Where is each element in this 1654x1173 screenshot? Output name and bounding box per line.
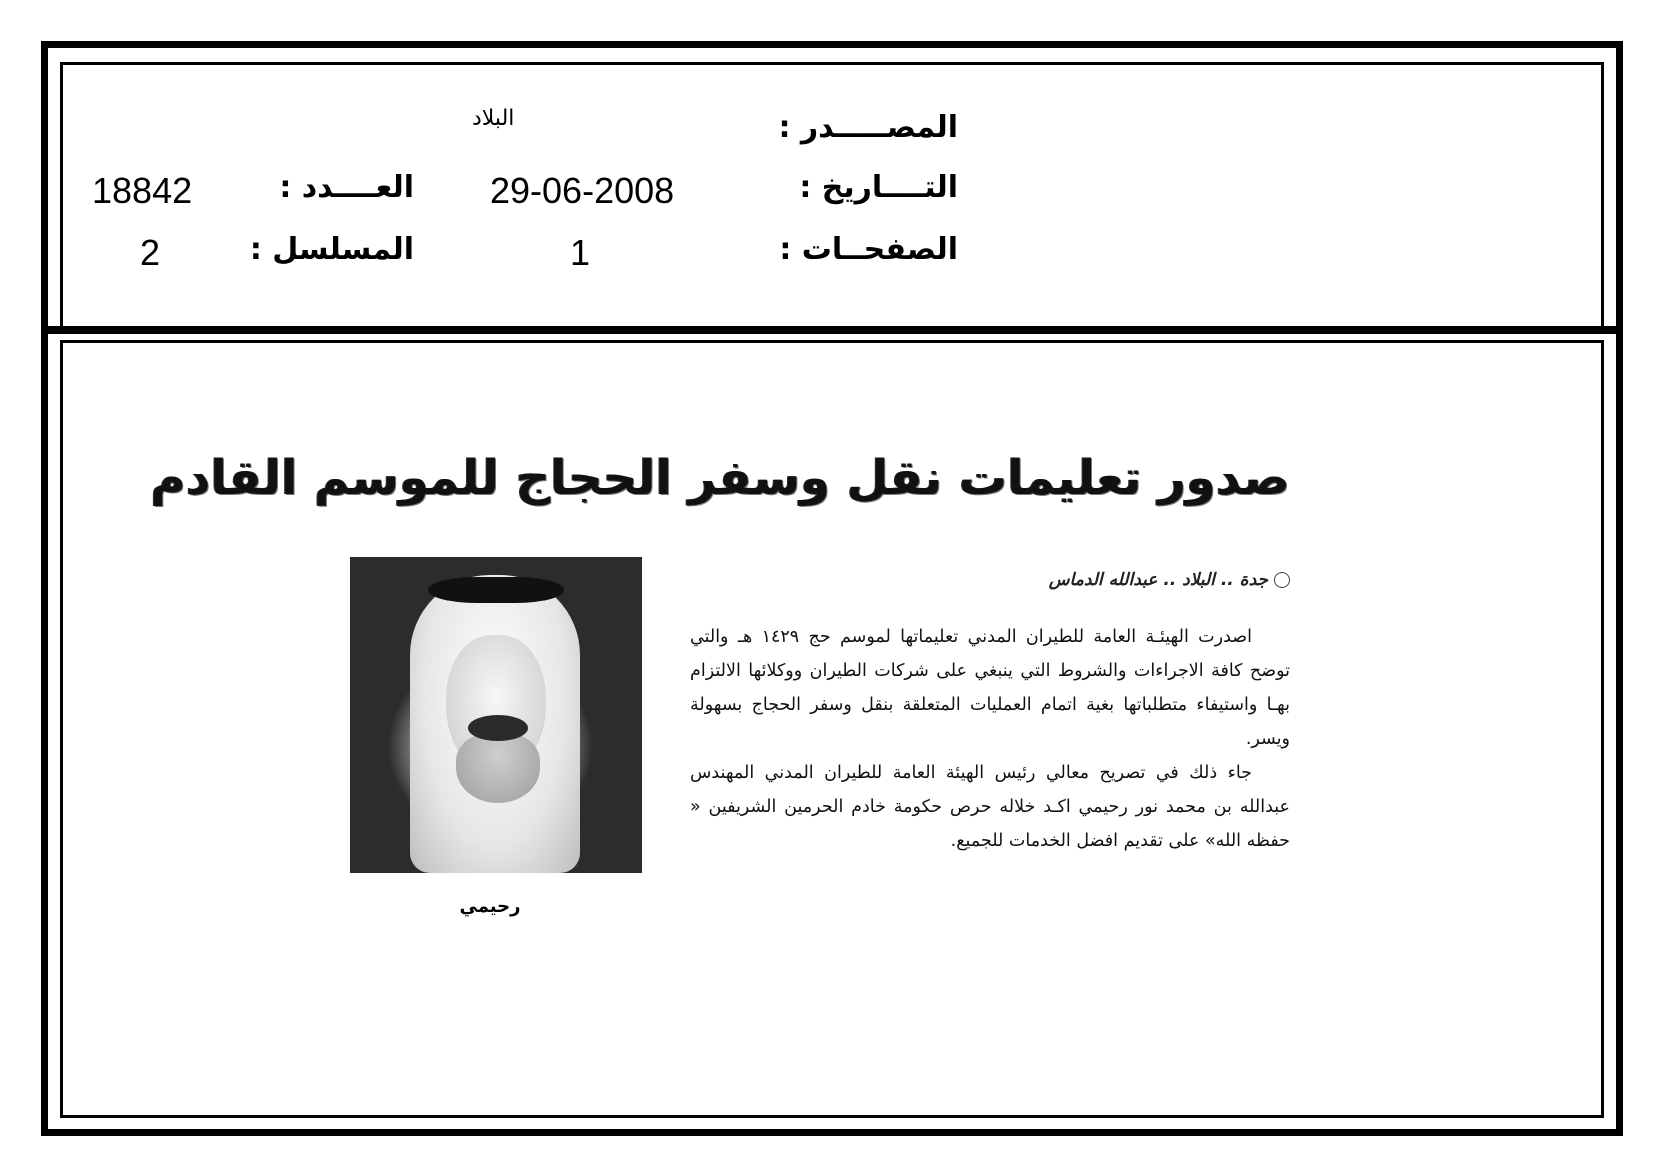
photo-caption: رحيمي xyxy=(459,896,521,917)
article-byline xyxy=(910,570,1290,590)
serial-value: 2 xyxy=(140,232,161,273)
pages-value: 1 xyxy=(570,232,591,273)
portrait-photo xyxy=(350,557,642,873)
article-paragraph: جاء ذلك في تصريح معالي رئيس الهيئة العامة للطيران المدني المهندس عبدالله بن محمد نور رحيمي اكـد خلاله حرص حكومة خادم الحرمين الشريفين « حفظه الله» على تقديم افضل الخدمات للجميع. xyxy=(690,763,1290,851)
issue-label: العــــدد : xyxy=(279,170,414,205)
article-paragraph: اصدرت الهيئـة العامة للطيران المدني تعليماتها لموسم حج ١٤٢٩ هـ والتي توضح كافة الاجراءات والشروط التي ينبغي على شركات الطيران ووكلائها الالتزام بهـا واستيفاء متطلباتها بغية اتمام العمليات المتعلقة بنقل وسفر الحجاج بسهولة ويسر. xyxy=(690,627,1290,749)
source-value: البلاد xyxy=(472,106,515,131)
mustache-shape xyxy=(468,715,528,741)
date-label: التــــاريخ : xyxy=(799,170,958,205)
serial-label: المسلسل : xyxy=(249,232,414,267)
article-headline: صدور تعليمات نقل وسفر الحجاج للموسم القادم xyxy=(150,450,1290,506)
byline-text: جدة .. البلاد .. عبدالله الدماس xyxy=(1048,570,1268,590)
header-divider xyxy=(48,326,1616,334)
source-label: المصـــــدر : xyxy=(778,110,958,145)
agal-shape xyxy=(428,577,564,603)
article-body xyxy=(690,620,1290,858)
byline-bullet-icon xyxy=(1274,572,1290,588)
article-clipping xyxy=(150,450,1290,930)
issue-value: 18842 xyxy=(92,170,193,211)
pages-label: الصفحــات : xyxy=(779,232,958,267)
date-value: 29-06-2008 xyxy=(490,170,675,211)
beard-shape xyxy=(456,733,540,803)
